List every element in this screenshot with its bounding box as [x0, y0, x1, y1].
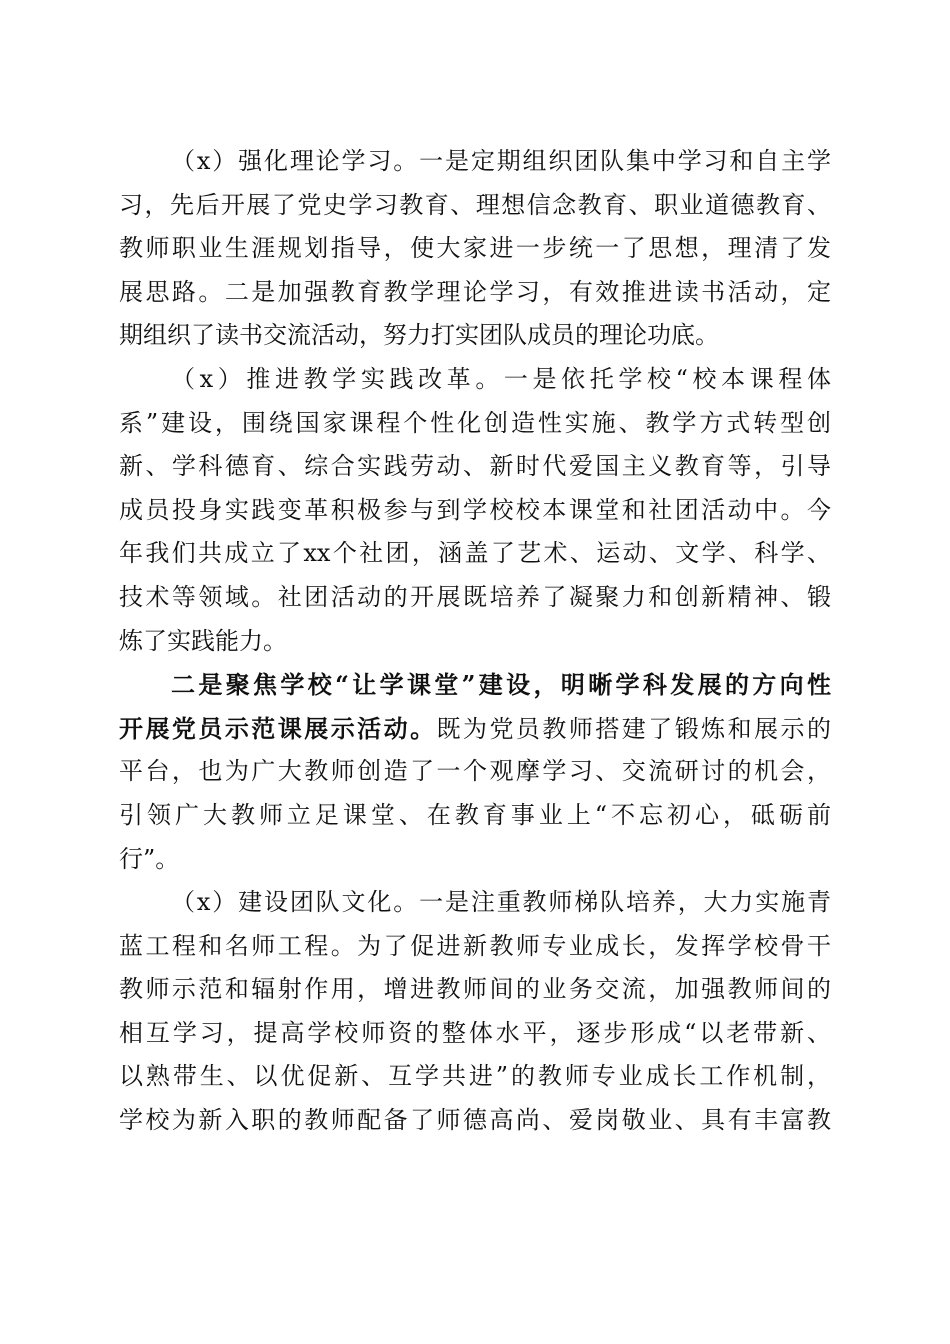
text-line: 学校为新入职的教师配备了师德高尚、爱岗敬业、具有丰富教 [119, 1106, 831, 1135]
text-line: 教师职业生涯规划指导，使大家进一步统一了思想，理清了发 [119, 234, 831, 263]
text-run: 既为党员教师搭建了锻炼和展示的 [436, 714, 832, 743]
text-line: （x）建设团队文化。一是注重教师梯队培养，大力实施青 [171, 888, 831, 917]
paragraph-teaching-reform [119, 358, 831, 663]
text-line: （x）推进教学实践改革。一是依托学校“校本课程体 [171, 364, 831, 393]
text-line: 教师示范和辐射作用，增进教师间的业务交流，加强教师间的 [119, 975, 831, 1004]
paragraph-theory-study [119, 140, 831, 358]
text-line: 成员投身实践变革积极参与到学校校本课堂和社团活动中。今 [119, 495, 831, 524]
document-body [119, 140, 831, 1143]
text-line: （x）强化理论学习。一是定期组织团队集中学习和自主学 [171, 147, 831, 175]
text-line: 平台，也为广大教师创造了一个观摩学习、交流研讨的机会， [119, 757, 831, 786]
bold-text-run: 开展党员示范课展示活动。 [119, 713, 437, 743]
text-line: 习，先后开展了党史学习教育、理想信念教育、职业道德教育、 [119, 190, 831, 219]
text-line: 技术等领域。社团活动的开展既培养了凝聚力和创新精神、锻 [119, 582, 831, 611]
paragraph-demo-lessons [119, 663, 831, 881]
paragraph-team-culture [119, 881, 831, 1143]
text-line: 展思路。二是加强教育教学理论学习，有效推进读书活动，定 [119, 277, 831, 306]
text-line: 新、学科德育、综合实践劳动、新时代爱国主义教育等，引导 [119, 452, 831, 481]
bold-text-line: 二是聚焦学校“让学课堂”建设，明晰学科发展的方向性 [171, 670, 831, 700]
text-line: 炼了实践能力。 [119, 626, 287, 655]
text-line: 引领广大教师立足课堂、在教育事业上“不忘初心，砥砺前 [119, 800, 831, 829]
text-line: 期组织了读书交流活动，努力打实团队成员的理论功底。 [119, 321, 719, 350]
text-line: 蓝工程和名师工程。为了促进新教师专业成长，发挥学校骨干 [119, 931, 831, 960]
mixed-text-line [119, 707, 831, 751]
text-line: 行”。 [119, 844, 180, 873]
text-line: 年我们共成立了xx个社团，涵盖了艺术、运动、文学、科学、 [119, 539, 831, 568]
text-line: 系”建设，围绕国家课程个性化创造性实施、教学方式转型创 [119, 408, 831, 437]
text-line: 以熟带生、以优促新、互学共进”的教师专业成长工作机制， [119, 1062, 831, 1091]
text-line: 相互学习，提高学校师资的整体水平，逐步形成“以老带新、 [119, 1018, 831, 1047]
